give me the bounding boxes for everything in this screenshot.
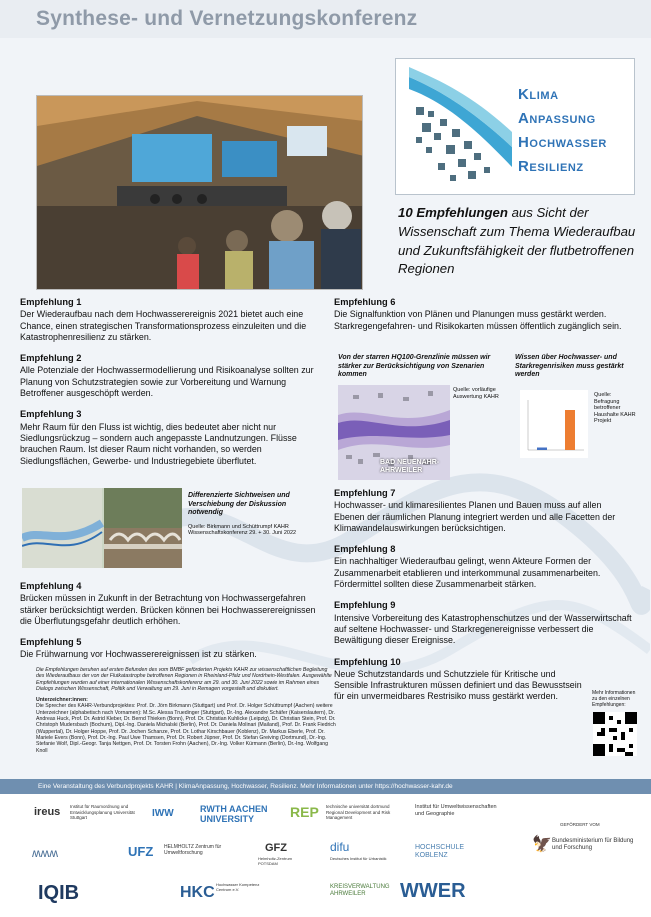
chart-bar xyxy=(565,410,575,450)
chart-caption xyxy=(515,354,635,380)
recommendations-right-top xyxy=(334,297,634,342)
figure-caption: Von der starren HQ100-Grenzlinie müssen wir stärker zur Berücksichtigung von Szenarien kommen xyxy=(338,354,491,378)
page-title: Synthese- und Vernetzungskonferenz xyxy=(36,7,418,30)
headline-strong: 10 Empfehlungen xyxy=(398,205,508,220)
recommendation-text: Der Wiederaufbau nach dem Hochwasserereignis 2021 bietet auch eine Chance, einen strategischen Transformationsprozess einzuleiten und die Katastrophenresilienz zu stärken. xyxy=(20,309,307,342)
logo-line: Klima xyxy=(518,86,559,103)
recommendation-title: Empfehlung 10 xyxy=(334,656,401,667)
recommendations-left-top xyxy=(20,297,318,477)
logo-bmbf: Bundesministerium für Bildung und Forschung xyxy=(552,838,634,851)
logo-wwer: WWER xyxy=(400,880,466,902)
recommendation-title: Empfehlung 9 xyxy=(334,600,396,611)
logo-hkc-desc: Hochwasser Kompetenz Centrum e.V. xyxy=(216,882,260,892)
logo-ufz-desc: HELMHOLTZ Zentrum für Umweltforschung xyxy=(164,844,222,856)
logo-rwth: RWTH AACHEN UNIVERSITY xyxy=(200,804,268,824)
logo-ufz: UFZ xyxy=(128,844,154,859)
recommendation-8 xyxy=(334,544,634,590)
headline xyxy=(398,204,638,279)
kahr-logo xyxy=(395,58,635,195)
recommendation-text: Die Frühwarnung vor Hochwasserereignissen ist zu stärken. xyxy=(20,649,257,660)
recommendation-10 xyxy=(334,657,589,703)
river-aerial-figure xyxy=(22,488,182,568)
map-place-label: BAD NEUENAHR-AHRWEILER xyxy=(380,459,440,474)
recommendation-title: Empfehlung 7 xyxy=(334,488,396,498)
recommendation-5 xyxy=(20,637,318,661)
logo-gfz-desc: Helmholtz-Zentrum POTSDAM xyxy=(258,856,293,866)
figure-source: Quelle: Birkmann und Schüttrumpf KAHR Wissenschaftskonferenz 29. + 30. Juni 2022 xyxy=(188,523,297,537)
recommendation-2 xyxy=(20,353,318,399)
logo-iww: IWW xyxy=(152,808,174,819)
partner-logos xyxy=(0,794,651,917)
map-figure-caption xyxy=(338,354,513,380)
recommendation-text: Brücken müssen in Zukunft in der Betrachtung von Hochwassergefahren stärker berücksichtigt werden. Brücken können bei Hochwasserereignissen die Überflutungsgefahr deutlich erhöhen. xyxy=(20,593,316,626)
recommendations-left-bottom xyxy=(20,581,318,671)
recommendation-text: Mehr Raum für den Fluss ist wichtig, dies bedeutet aber nicht nur Siedlungsrückzug – sondern auch angepasste Landnutzungen. Flüsse brauchen Raum. Ist dieser Raum nicht vorhanden, so werden Siedlungsflächen, Gewerbe- und Industriegebiete überflutet. xyxy=(20,421,297,466)
logo-hkc: HKC xyxy=(180,884,215,901)
recommendation-text: Ein nachhaltiger Wiederaufbau gelingt, wenn Akteure Formen der Zusammenarbeit etablieren und interkommunal zusammenarbeiten. Fördermittel sollten diese Zusammenarbeit stärken. xyxy=(334,556,601,590)
logo-ireus: ireus xyxy=(34,806,61,818)
recommendation-1 xyxy=(20,297,318,343)
notes-heading: Unterzeichner:innen: xyxy=(36,697,88,704)
recommendation-title: Empfehlung 8 xyxy=(334,544,396,555)
qr-code-icon[interactable] xyxy=(593,712,637,756)
footer-band: Eine Veranstaltung des Verbundprojekts KAHR | KlimaAnpassung, Hochwasser, Resilienz. Mehr Informationen unter https://hochwasser-kahr.de xyxy=(0,779,651,794)
recommendation-3 xyxy=(20,409,318,466)
flood-map xyxy=(338,385,450,480)
recommendation-4 xyxy=(20,581,318,627)
recommendation-6 xyxy=(334,297,634,332)
recommendation-text: Hochwasser- und klimaresilientes Planen und Bauen muss auf allen Ebenen der räumlichen Planung integriert werden und alle Facetten der Klimawandelauswirkungen berücksichtigen. xyxy=(334,500,616,533)
recommendation-text: Die Signalfunktion von Plänen und Planungen muss gestärkt werden. Starkregengefahren- und Risikokarten müssen öffentlich zugänglich sein. xyxy=(334,309,622,331)
figure-caption: Differenzierte Sichtweisen und Verschiebung der Diskussion notwendig xyxy=(188,492,290,516)
qr-caption: Mehr Informationen zu den einzelnen Empfehlungen: xyxy=(592,690,636,708)
recommendation-7 xyxy=(334,488,634,534)
logo-hs-koblenz: HOCHSCHULE KOBLENZ xyxy=(415,844,465,859)
logo-kreis: KREISVERWALTUNG AHRWEILER xyxy=(330,884,390,897)
knowledge-bar-chart xyxy=(520,390,588,458)
logo-difu-desc: Deutsches Institut für Urbanistik xyxy=(330,856,387,861)
recommendations-right-bottom xyxy=(334,488,634,713)
eagle-icon: 🦅 xyxy=(532,836,552,853)
chart-source: Quelle: Befragung betroffener Haushalte KAHR Projekt xyxy=(594,392,636,425)
wave-logo-icon xyxy=(404,67,516,187)
recommendation-text: Intensive Vorbereitung des Katastrophenschutzes und der Wasserwirtschaft auf seltene Hochwasser- und Starkregenereignisse verbessert die Bewältigung dieser Ereignisse. xyxy=(334,612,632,646)
wave-logo-small-icon: ʍʍʍ xyxy=(32,846,58,860)
logo-tu-desc: technische universität dortmund Regional Development and Risk Management xyxy=(326,804,391,820)
figure-caption: Wissen über Hochwasser- und Starkregenrisiken muss gestärkt werden xyxy=(515,354,624,378)
logo-geo: Institut für Umweltwissenschaften und Geographie xyxy=(415,804,497,817)
recommendation-title: Empfehlung 1 xyxy=(20,297,82,307)
gefoerdert-label: GEFÖRDERT VOM xyxy=(560,822,600,827)
recommendation-title: Empfehlung 4 xyxy=(20,581,82,591)
chart-bar xyxy=(537,448,547,451)
logo-iqib: IQIB xyxy=(38,882,80,904)
logo-line: Hochwasser xyxy=(518,134,607,151)
logo-tu-rep: REP xyxy=(290,804,319,820)
headline-rest: aus Sicht der Wissenschaft zum Thema Wiederaufbau und Zukunftsfähigkeit der flutbetroffenen Regionen xyxy=(398,205,636,277)
river-aerial-caption xyxy=(188,492,313,537)
recommendation-title: Empfehlung 2 xyxy=(20,353,82,364)
recommendation-title: Empfehlung 6 xyxy=(334,297,396,307)
recommendation-title: Empfehlung 5 xyxy=(20,637,82,648)
logo-wordmark xyxy=(518,83,607,179)
logo-gfz: GFZ xyxy=(265,842,287,854)
notes-body: Die Sprecher des KAHR-Verbundprojektes: Prof. Dr. Jörn Birkmann (Stuttgart) und Prof. Dr. Holger Schüttrumpf (Aachen) weitere Unterzeichner (alphabetisch nach Vornamen): M.Sc. Alessa Truedinger (Stuttgart), Dr.-Ing. Alexandre Schäfer (Kaiserslautern), Dr. Andreas Huck, Prof. Dr. Astrid Kleber, Dr. Bernd Thieken (Bonn), Prof. Dr. Christian Kuhlicke (Leipzig), Dr. Christian Stein, Prof. Dr. Christoph Mudersbach (Bochum), Dipl.-Ing. Daniela Michalski (Berlin), Prof. Dr. Daniela Molinari (Mailand), Prof. Dr. Frank Fiedrich (Wuppertal), Dr. Holger Hoppe, Prof. Dr. Jochen Schanze, Prof. Dr. Lothar Kirschbauer (Koblenz), Dr. Markus Eberle, Prof. Dr. Mariele Evers (Bonn), Prof. Dr.-Ing. Paul Uwe Thamsen, Prof. Dr. Robert Jüpner, Prof. Dr. Stefan Greiving (Dortmund), Dr.-Ing. Stefanie Wolf, Dipl.-Geogr. Tanja Nettgen, Prof. Dr. Torsten Frohn (Aachen), Dr.-Ing. Volker Kürmann (Berlin), Dr.-Ing. Wolfgang Knoll xyxy=(36,703,336,754)
recommendation-text: Alle Potenziale der Hochwassermodellierung und Risikoanalyse sollten zur Planung von Schutzstrategien sowie zur Vorbereitung und Warnung Betroffener ausgeschöpft werden. xyxy=(20,365,314,399)
logo-difu: difu xyxy=(330,840,350,854)
map-source: Quelle: vorläufige Auswertung KAHR xyxy=(453,387,499,400)
notes-intro: Die Empfehlungen beruhen auf ersten Befunden des vom BMBF geförderten Projekts KAHR zur wissenschaftlichen Begleitung des Wiederaufbaus der von der Flutkatastrophe betroffenen Regionen in Rheinland-Pfalz und Nordrhein-Westfalen. Ausgewählte Empfehlungen wurden auf einer internationalen Wissenschaftskonferenz am 29. und 30. Juni 2022 sowie im Rahmen eines Dialogs zwischen Wissenschaft, Politik und Verwaltung am 29. Juni in Remagen vorgestellt und diskutiert. xyxy=(36,667,332,692)
logo-line: Anpassung xyxy=(518,110,596,127)
conference-photo xyxy=(36,95,363,290)
recommendation-title: Empfehlung 3 xyxy=(20,409,82,420)
recommendation-text: Neue Schutzstandards und Schutzziele für Kritische und Sensible Infrastrukturen müssen definiert und das Bewusstsein für ein unvermeidbares Restrisiko muss gestärkt werden. xyxy=(334,668,582,702)
logo-line: Resilienz xyxy=(518,158,584,175)
notes xyxy=(36,667,336,754)
recommendation-9 xyxy=(334,600,634,646)
logo-ireus-desc: Institut für Raumordnung und Entwicklungsplanung Universität Stuttgart xyxy=(70,804,135,820)
